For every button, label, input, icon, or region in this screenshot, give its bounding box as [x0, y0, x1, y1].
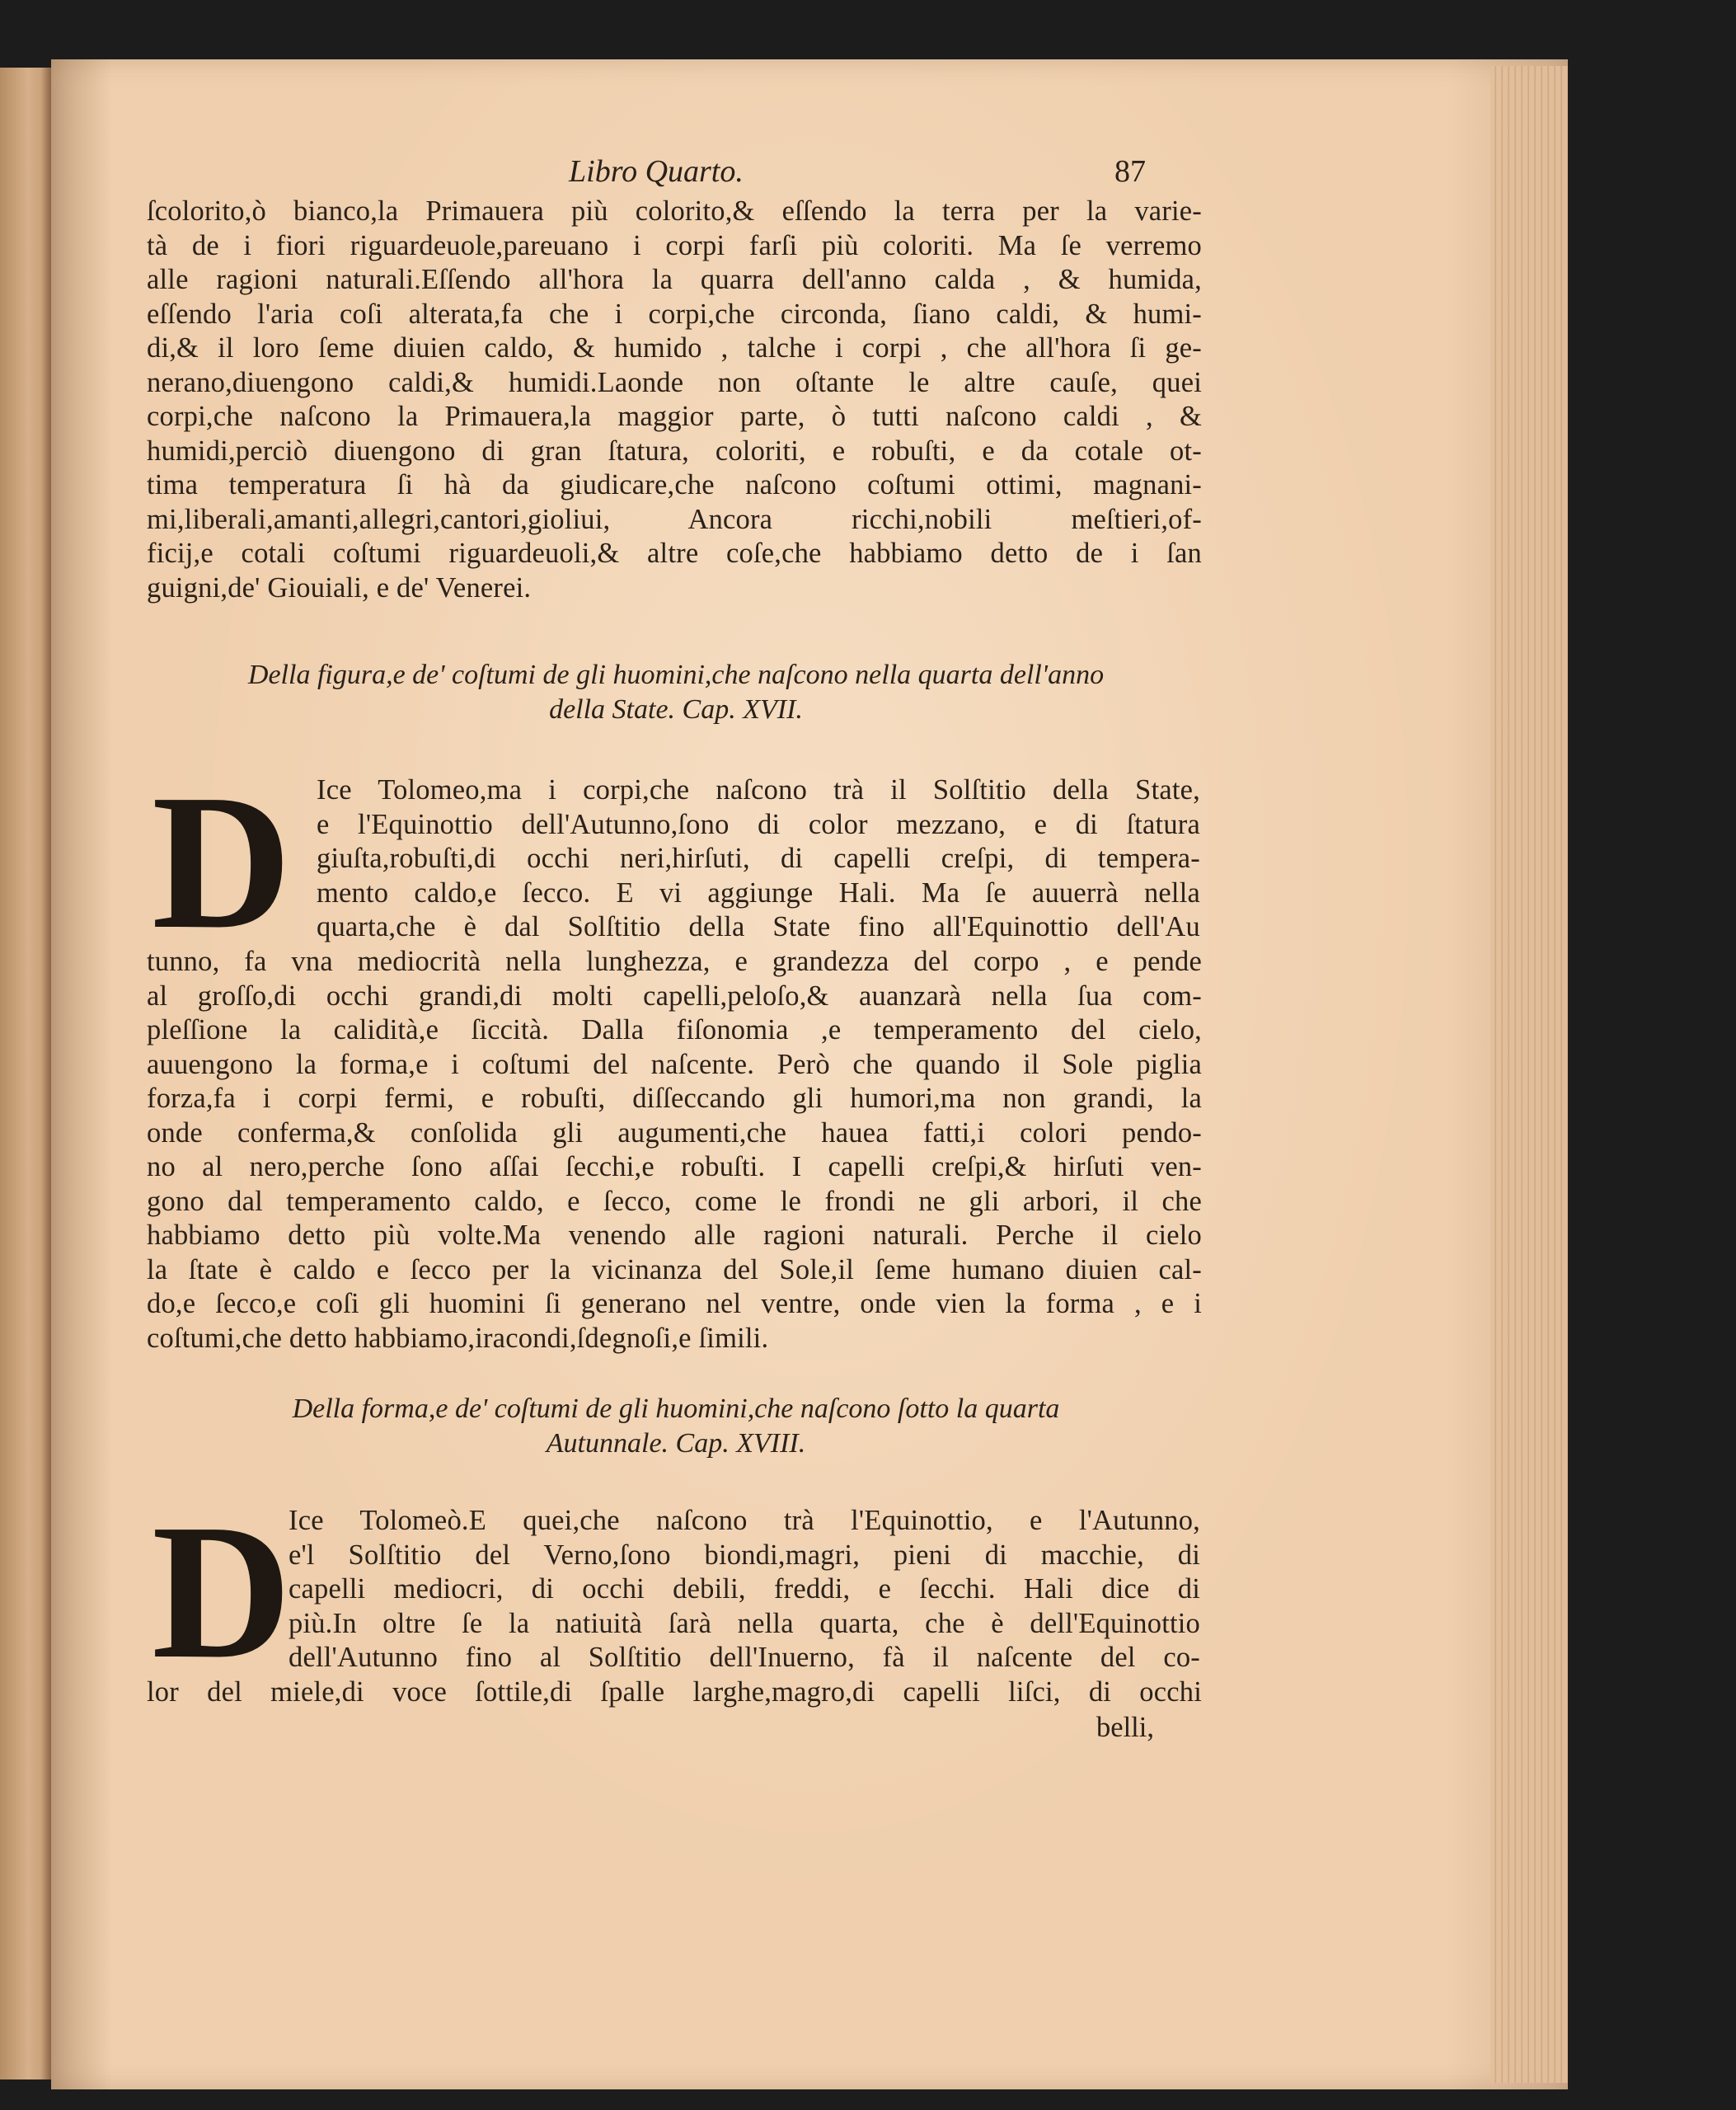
- text-line: humidi,perciò diuengono di gran ſtatura, coloriti, e robuſti, e da cotale ot-: [147, 435, 1202, 467]
- drop-cap: D: [152, 754, 292, 969]
- text-line: lor del miele,di voce ſottile,di ſpalle larghe,magro,di capelli liſci, di occhi: [147, 1676, 1202, 1708]
- catchword: belli,: [1096, 1712, 1154, 1743]
- text-line: al groſſo,di occhi grandi,di molti capelli,peloſo,& auanzarà nella ſua com-: [147, 980, 1202, 1012]
- chapter-18-indented-text: [289, 1504, 1200, 1675]
- heading-line: Della forma,e de' coſtumi de gli huomini,che naſcono ſotto la quarta: [292, 1393, 1060, 1424]
- text-line: forza,fa i corpi fermi, e robuſti, diſſeccando gli humori,ma non grandi, la: [147, 1083, 1202, 1114]
- text-line: mento caldo,e ſecco. E vi aggiunge Hali. Ma ſe auuerrà nella: [317, 876, 1200, 909]
- heading-line: della State. Cap. XVII.: [549, 694, 803, 725]
- running-head: [569, 153, 1146, 193]
- text-line: auuengono la forma,e i coſtumi del naſcente. Però che quando il Sole piglia: [147, 1048, 1202, 1080]
- text-line: più.In oltre ſe la natiuità ſarà nella quarta, che è dell'Equinottio: [289, 1607, 1200, 1639]
- text-line: mi,liberali,amanti,allegri,cantori,gioliui, Ancora ricchi,nobili meſtieri,of-: [147, 503, 1202, 535]
- text-line: Ice Tolomeò.E quei,che naſcono trà l'Equinottio, e l'Autunno,: [289, 1505, 1200, 1536]
- paragraph-1: [147, 195, 1202, 605]
- text-line: quarta,che è dal Solſtitio della State fino all'Equinottio dell'Au: [317, 911, 1200, 942]
- text-line: giuſta,robuſti,di occhi neri,hirſuti, di capelli creſpi, di tempera-: [317, 843, 1200, 874]
- text-line: e l'Equinottio dell'Autunno,ſono di color mezzano, e di ſtatura: [317, 808, 1200, 840]
- text-line: guigni,de' Giouiali, e de' Venerei.: [147, 571, 532, 604]
- running-title: Libro Quarto.: [569, 154, 744, 189]
- text-line: dell'Autunno fino al Solſtitio dell'Inuerno, fà il naſcente del co-: [289, 1642, 1200, 1673]
- text-line: di,& il loro ſeme diuien caldo, & humido , talche i corpi , che all'hora ſi ge-: [147, 332, 1202, 364]
- chapter-17-indented-last: [317, 910, 1200, 945]
- chapter-17-body: [147, 945, 1202, 1356]
- text-line: habbiamo detto più volte.Ma venendo alle ragioni naturali. Perche il cielo: [147, 1219, 1202, 1251]
- text-line: e'l Solſtitio del Verno,ſono biondi,magri, pieni di macchie, di: [289, 1539, 1200, 1571]
- chapter-17-heading: [165, 658, 1187, 727]
- text-line: nerano,diuengono caldi,& humidi.Laonde non oſtante le altre cauſe, quei: [147, 366, 1202, 398]
- text-line: tà de i fiori riguardeuole,pareuano i corpi farſi più coloriti. Ma ſe verremo: [147, 229, 1202, 261]
- text-line: tima temperatura ſi hà da giudicare,che naſcono coſtumi ottimi, magnani-: [147, 469, 1202, 500]
- text-line: ſcolorito,ò bianco,la Primauera più colorito,& eſſendo la terra per la varie-: [147, 195, 1202, 227]
- text-line: Ice Tolomeo,ma i corpi,che naſcono trà il Solſtitio della State,: [317, 774, 1200, 806]
- text-line: gono dal temperamento caldo, e ſecco, come le frondi ne gli arbori, il che: [147, 1185, 1202, 1217]
- text-line: corpi,che naſcono la Primauera,la maggior parte, ò tutti naſcono caldi , &: [147, 401, 1202, 432]
- text-line: pleſſione la calidità,e ſiccità. Dalla fiſonomia ,e temperamento del cielo,: [147, 1014, 1202, 1046]
- text-line: capelli mediocri, di occhi debili, freddi, e ſecchi. Hali dice di: [289, 1573, 1200, 1605]
- heading-line: Autunnale. Cap. XVIII.: [546, 1428, 806, 1459]
- left-page-edge: [0, 68, 54, 2079]
- chapter-18-body: [147, 1675, 1202, 1710]
- text-line: no al nero,perche ſono aſſai ſecchi,e robuſti. I capelli creſpi,& hirſuti ven-: [147, 1151, 1202, 1182]
- drop-cap: D: [152, 1484, 292, 1699]
- text-line: eſſendo l'aria coſi alterata,fa che i corpi,che circonda, ſiano caldi, & humi-: [147, 298, 1202, 330]
- text-line: do,e ſecco,e coſi gli huomini ſi generano nel ventre, onde vien la forma , e i: [147, 1288, 1202, 1319]
- page-stack-edge: [1490, 66, 1568, 2083]
- page-number: 87: [1114, 154, 1146, 189]
- text-line: la ſtate è caldo e ſecco per la vicinanza del Sole,il ſeme humano diuien cal-: [147, 1253, 1202, 1285]
- text-line: tunno, fa vna mediocrità nella lunghezza, e grandezza del corpo , e pende: [147, 946, 1202, 977]
- heading-line: Della figura,e de' coſtumi de gli huomini,che naſcono nella quarta dell'anno: [247, 660, 1105, 690]
- chapter-17-indented-text: [317, 773, 1200, 910]
- text-line: alle ragioni naturali.Eſſendo all'hora la quarra dell'anno calda , & humida,: [147, 264, 1202, 295]
- chapter-18-heading: [165, 1392, 1187, 1461]
- text-line: coſtumi,che detto habbiamo,iracondi,ſdegnoſi,e ſimili.: [147, 1322, 769, 1354]
- text-line: onde conferma,& conſolida gli augumenti,che hauea fatti,i colori pendo-: [147, 1116, 1202, 1149]
- text-line: ficij,e cotali coſtumi riguardeuoli,& altre coſe,che habbiamo detto de i ſan: [147, 538, 1202, 569]
